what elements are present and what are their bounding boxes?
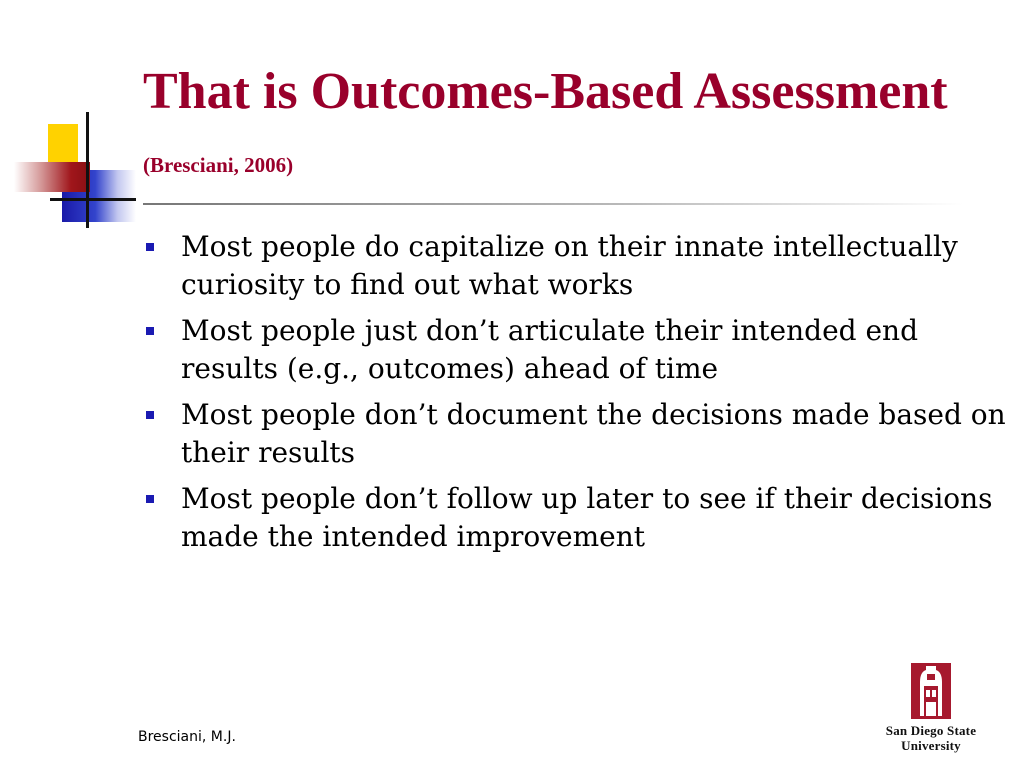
title-underline <box>143 203 963 205</box>
logo-line2: University <box>901 738 961 753</box>
bullet-text: Most people do capitalize on their innate intellectually curiosity to find out what works <box>181 230 958 301</box>
bullet-item <box>145 396 1015 472</box>
mission-tower-icon <box>868 662 994 722</box>
decorative-vertical-line <box>86 112 89 228</box>
square-bullet-icon <box>146 411 154 419</box>
bullet-text: Most people just don’t articulate their intended end results (e.g., outcomes) ahead of time <box>181 314 919 385</box>
square-bullet-icon <box>146 495 154 503</box>
title-citation: (Bresciani, 2006) <box>143 153 294 177</box>
bullet-list <box>145 228 1015 564</box>
logo-line1: San Diego State <box>885 723 977 738</box>
decorative-horizontal-line <box>50 198 136 201</box>
square-bullet-icon <box>146 327 154 335</box>
footer-author: Bresciani, M.J. <box>138 729 236 745</box>
bullet-text: Most people don’t follow up later to see if their decisions made the intended improvement <box>181 482 993 553</box>
bullet-item <box>145 228 1015 304</box>
slide-title-text: That is Outcomes-Based Assessment <box>143 63 948 120</box>
square-bullet-icon <box>146 243 154 251</box>
slide-title <box>143 60 1003 197</box>
university-logo <box>868 662 994 758</box>
bullet-item <box>145 480 1015 556</box>
decorative-red-bar <box>14 162 90 192</box>
bullet-text: Most people don’t document the decisions made based on their results <box>181 398 1006 469</box>
decorative-yellow-square <box>48 124 78 162</box>
bullet-item <box>145 312 1015 388</box>
